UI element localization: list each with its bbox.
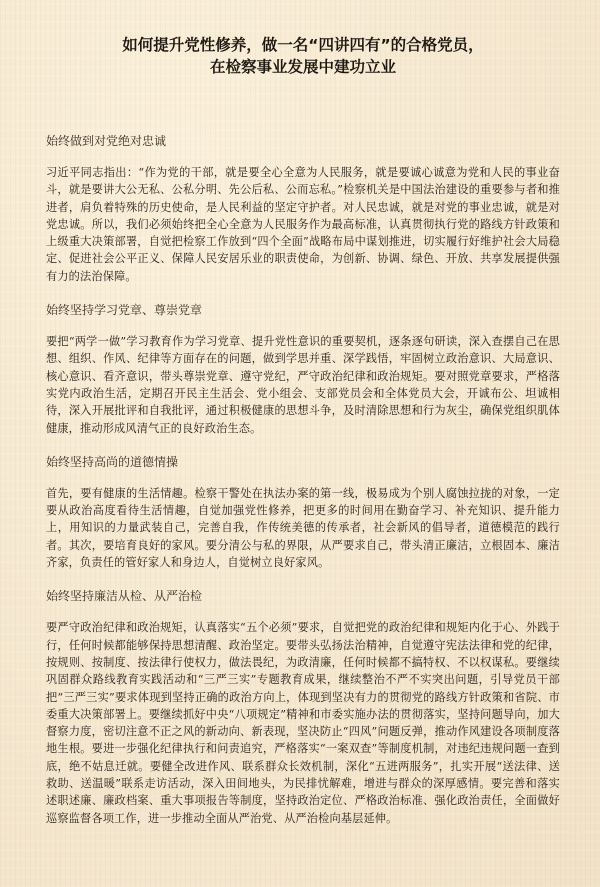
section-heading: 始终坚持高尚的道德情操 [46,454,179,469]
section-paragraph: 首先，要有健康的生活情趣。检察干警处在执法办案的第一线，极易成为个别人腐蚀拉拢的对象，一定要从政治高度看待生活情趣，自觉加强党性修养，把更多的时间用在勤奋学习、补充知识、提升能力上，用知识的力量武装自己，完善自我，作传统美德的传承者，社会新风的倡导者，道德模范的践行者。其次，要培育良好的家风。要分清公与私的界限，从严要求自己，带头清正廉洁，立根固本、廉洁齐家，负责任的管好家人和身边人，自觉树立良好家风。 [46,486,560,570]
section-loyalty [46,132,560,285]
section-paragraph: 要严守政治纪律和政治规矩，认真落实“五个必须”要求，自觉把党的政治纪律和规矩内化于心、外践于行，任何时候都能够保持思想清醒、政治坚定。要带头弘扬法治精神，自觉遵守宪法法律和党的纪律，按规则、按制度、按法律行使权力，做法畏纪，为政清廉，任何时候都不搞特权、不以权谋私。要继续巩固群众路线教育实践活动和“三严三实”专题教育成果，继续整治不严不实突出问题，引导党员干部把“三严三实”要求体现到坚持正确的政治方向上，体现到坚决有力的贯彻党的路线方针政策和省院、市委重大决策部署上。要继续抓好中央“八项规定”精神和市委实施办法的贯彻落实，坚持问题导向，加大督察力度，密切注意不正之风的新动向、新表现，坚决防止“四风”问题反弹，推动作风建设各项制度落地生根。要进一步强化纪律执行和问责追究，严格落实“一案双查”等制度机制，对违纪违规问题一查到底，绝不姑息迁就。要健全改进作风、联系群众长效机制，深化“五进两服务”，扎实开展“送法律、送救助、送温暖”联系走访活动，深入田间地头，为民排忧解难，增进与群众的深厚感情。要完善和落实述职述廉、廉政档案、重大事项报告等制度，坚持政治定位、严格政治标准、强化政治责任，全面做好巡察监督各项工作，进一步推动全面从严治党、从严治检向基层延伸。 [46,621,560,825]
section-paragraph: 要把“两学一做”学习教育作为学习党章、提升党性意识的重要契机，逐条逐句研读，深入查摆自己在思想、组织、作风、纪律等方面存在的问题，做到学思并重、深学践悟，牢固树立政治意识、大局意识、核心意识、看齐意识，带头尊崇党章、遵守党纪，严守政治纪律和政治规矩。要对照党章要求，严格落实党内政治生活，定期召开民主生活会、党小组会、支部党员会和全体党员大会，开诚布公、坦诚相待，深入开展批评和自我批评，通过积极健康的思想斗争，及时清除思想和行为灰尘，确保党组织肌体健康，推动形成风清气正的良好政治生态。 [46,335,560,435]
section-party-constitution [46,301,560,437]
section-moral-character [46,453,560,571]
section-heading: 始终坚持廉洁从检、从严治检 [46,589,203,604]
section-heading: 始终做到对党绝对忠诚 [46,134,167,148]
section-integrity [46,587,560,827]
section-paragraph: 习近平同志指出：“作为党的干部，就是要全心全意为人民服务，就是要诚心诚意为党和人民的事业奋斗，就是要讲大公无私、公私分明、先公后私、公而忘私。”检察机关是中国法治建设的重要参与者和推进者，肩负着特殊的历史使命，是人民利益的坚定守护者。对人民忠诚，就是对党的事业忠诚，就是对党忠诚。所以，我们必须始终把全心全意为人民服务作为最高标准，认真贯彻执行党的路线方针政策和上级重大决策部署，自觉把检察工作放到“四个全面”战略布局中谋划推进，切实履行好维护社会大局稳定、促进社会公平正义、保障人民安居乐业的职责使命，为创新、协调、绿色、开放、共享发展提供强有力的法治保障。 [46,166,560,283]
title-line-2: 在检察事业发展中建功立业 [209,58,396,76]
document-title [46,34,560,78]
section-heading: 始终坚持学习党章、尊崇党章 [46,303,203,318]
title-line-1: 如何提升党性修养，做一名“四讲四有”的合格党员， [122,36,484,54]
